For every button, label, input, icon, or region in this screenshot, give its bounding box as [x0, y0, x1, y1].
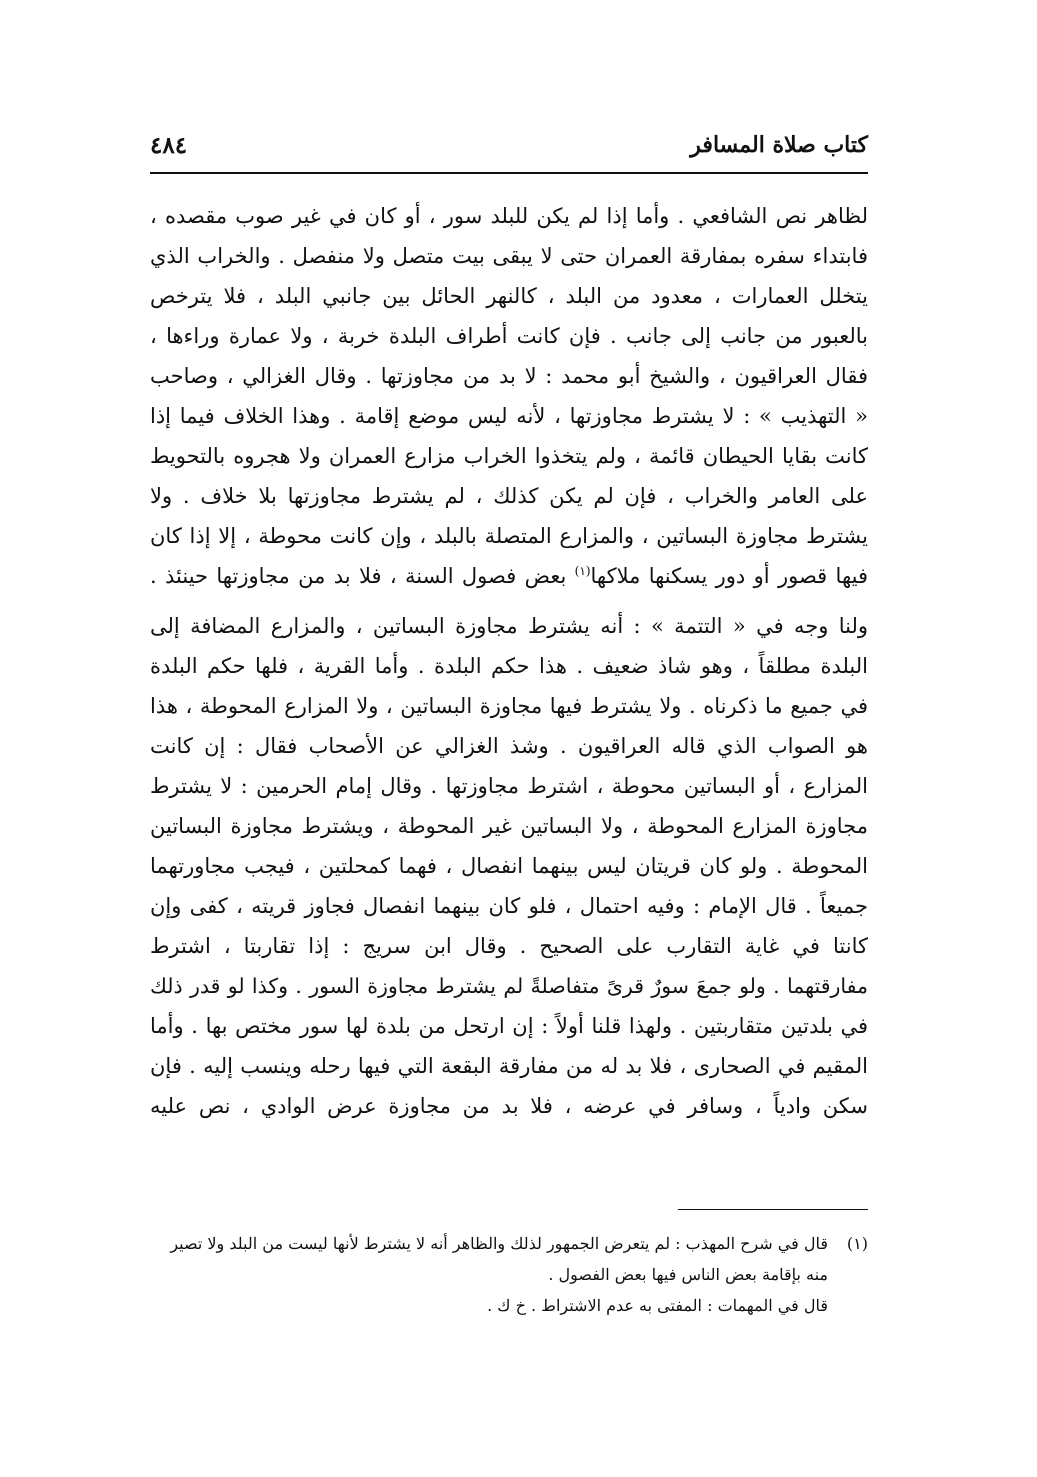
- paragraph-gap: [150, 596, 868, 606]
- text-line: على العامر والخراب ، فإن لم يكن كذلك ، لم يشترط مجاوزتها بلا خلاف . ولا: [150, 484, 868, 508]
- text-line: فقال العراقيون ، والشيخ أبو محمد : لا بد من مجاوزتها . وقال الغزالي ، وصاحب: [150, 364, 868, 388]
- running-title: كتاب صلاة المسافر: [690, 132, 868, 158]
- page-number: ٤٨٤: [150, 132, 188, 159]
- footnotes: [150, 1228, 868, 1321]
- text-segment: فيها قصور أو دور يسكنها ملاكها: [590, 564, 868, 588]
- text-line: مفارقتهما . ولو جمعَ سورٌ قرىً متفاصلةً لم يشترط مجاوزة السور . وكذا لو قدر ذلك: [150, 974, 868, 998]
- text-line: بالعبور من جانب إلى جانب . فإن كانت أطراف البلدة خربة ، ولا عمارة وراءها ،: [150, 324, 868, 348]
- text-line: فابتداء سفره بمفارقة العمران حتى لا يبقى بيت متصل ولا منفصل . والخراب الذي: [150, 244, 868, 268]
- footnote-reference[interactable]: (١): [574, 564, 591, 578]
- text-line: سكن وادياً ، وسافر في عرضه ، فلا بد من مجاوزة عرض الوادي ، نص عليه: [150, 1094, 868, 1118]
- text-line: يشترط مجاوزة البساتين ، والمزارع المتصلة بالبلد ، وإن كانت محوطة ، إلا إذا كان: [150, 524, 868, 548]
- text-line: كانتا في غاية التقارب على الصحيح . وقال ابن سريج : إذا تقاربتا ، اشترط: [150, 934, 868, 958]
- text-line: المقيم في الصحارى ، فلا بد له من مفارقة البقعة التي فيها رحله وينسب إليه . فإن: [150, 1054, 868, 1078]
- text-line: المزارع ، أو البساتين محوطة ، اشترط مجاوزتها . وقال إمام الحرمين : لا يشترط: [150, 774, 868, 798]
- text-line: جميعاً . قال الإمام : وفيه احتمال ، فلو كان بينهما انفصال فجاوز قريته ، كفى وإن: [150, 894, 868, 918]
- header-divider: [150, 172, 868, 174]
- text-line: يتخلل العمارات ، معدود من البلد ، كالنهر الحائل بين جانبي البلد ، فلا يترخص: [150, 284, 868, 308]
- main-text: [150, 196, 868, 1126]
- footnote-text: قال في شرح المهذب : لم يتعرض الجمهور لذلك والظاهر أنه لا يشترط لأنها ليست من البلد ولا تصير: [170, 1234, 828, 1253]
- text-line: المحوطة . ولو كان قريتان ليس بينهما انفصال ، فهما كمحلتين ، فيجب مجاورتهما: [150, 854, 868, 878]
- footnote-divider: [678, 1209, 868, 1210]
- text-line: ولنا وجه في « التتمة » : أنه يشترط مجاوزة البساتين ، والمزارع المضافة إلى: [150, 614, 868, 638]
- text-segment: بعض فصول السنة ، فلا بد من مجاوزتها حينئذ .: [150, 564, 575, 588]
- text-line: « التهذيب » : لا يشترط مجاوزتها ، لأنه ليس موضع إقامة . وهذا الخلاف فيما إذا: [150, 404, 868, 428]
- footnote-number: (١): [846, 1234, 868, 1253]
- footnote-line: [150, 1228, 868, 1259]
- text-line: البلدة مطلقاً ، وهو شاذ ضعيف . هذا حكم البلدة . وأما القرية ، فلها حكم البلدة: [150, 654, 868, 678]
- text-line: كانت بقايا الحيطان قائمة ، ولم يتخذوا الخراب مزارع العمران ولا هجروه بالتحويط: [150, 444, 868, 468]
- paragraph-2: [150, 606, 868, 1126]
- text-line: مجاوزة المزارع المحوطة ، ولا البساتين غير المحوطة ، ويشترط مجاوزة البساتين: [150, 814, 868, 838]
- paragraph-1: [150, 196, 868, 596]
- text-line: هو الصواب الذي قاله العراقيون . وشذ الغزالي عن الأصحاب فقال : إن كانت: [150, 734, 868, 758]
- text-line: في جميع ما ذكرناه . ولا يشترط فيها مجاوزة البساتين ، ولا المزارع المحوطة ، هذا: [150, 694, 868, 718]
- text-line: لظاهر نص الشافعي . وأما إذا لم يكن للبلد سور ، أو كان في غير صوب مقصده ،: [150, 204, 868, 228]
- footnote-line: قال في المهمات : المفتى به عدم الاشتراط . خ ك .: [487, 1296, 828, 1315]
- text-line: في بلدتين متقاربتين . ولهذا قلنا أولاً : إن ارتحل من بلدة لها سور مختص بها . وأما: [150, 1014, 868, 1038]
- text-line-last: [150, 556, 868, 596]
- page-header: [150, 128, 868, 168]
- footnote-line: منه بإقامة بعض الناس فيها بعض الفصول .: [548, 1265, 828, 1284]
